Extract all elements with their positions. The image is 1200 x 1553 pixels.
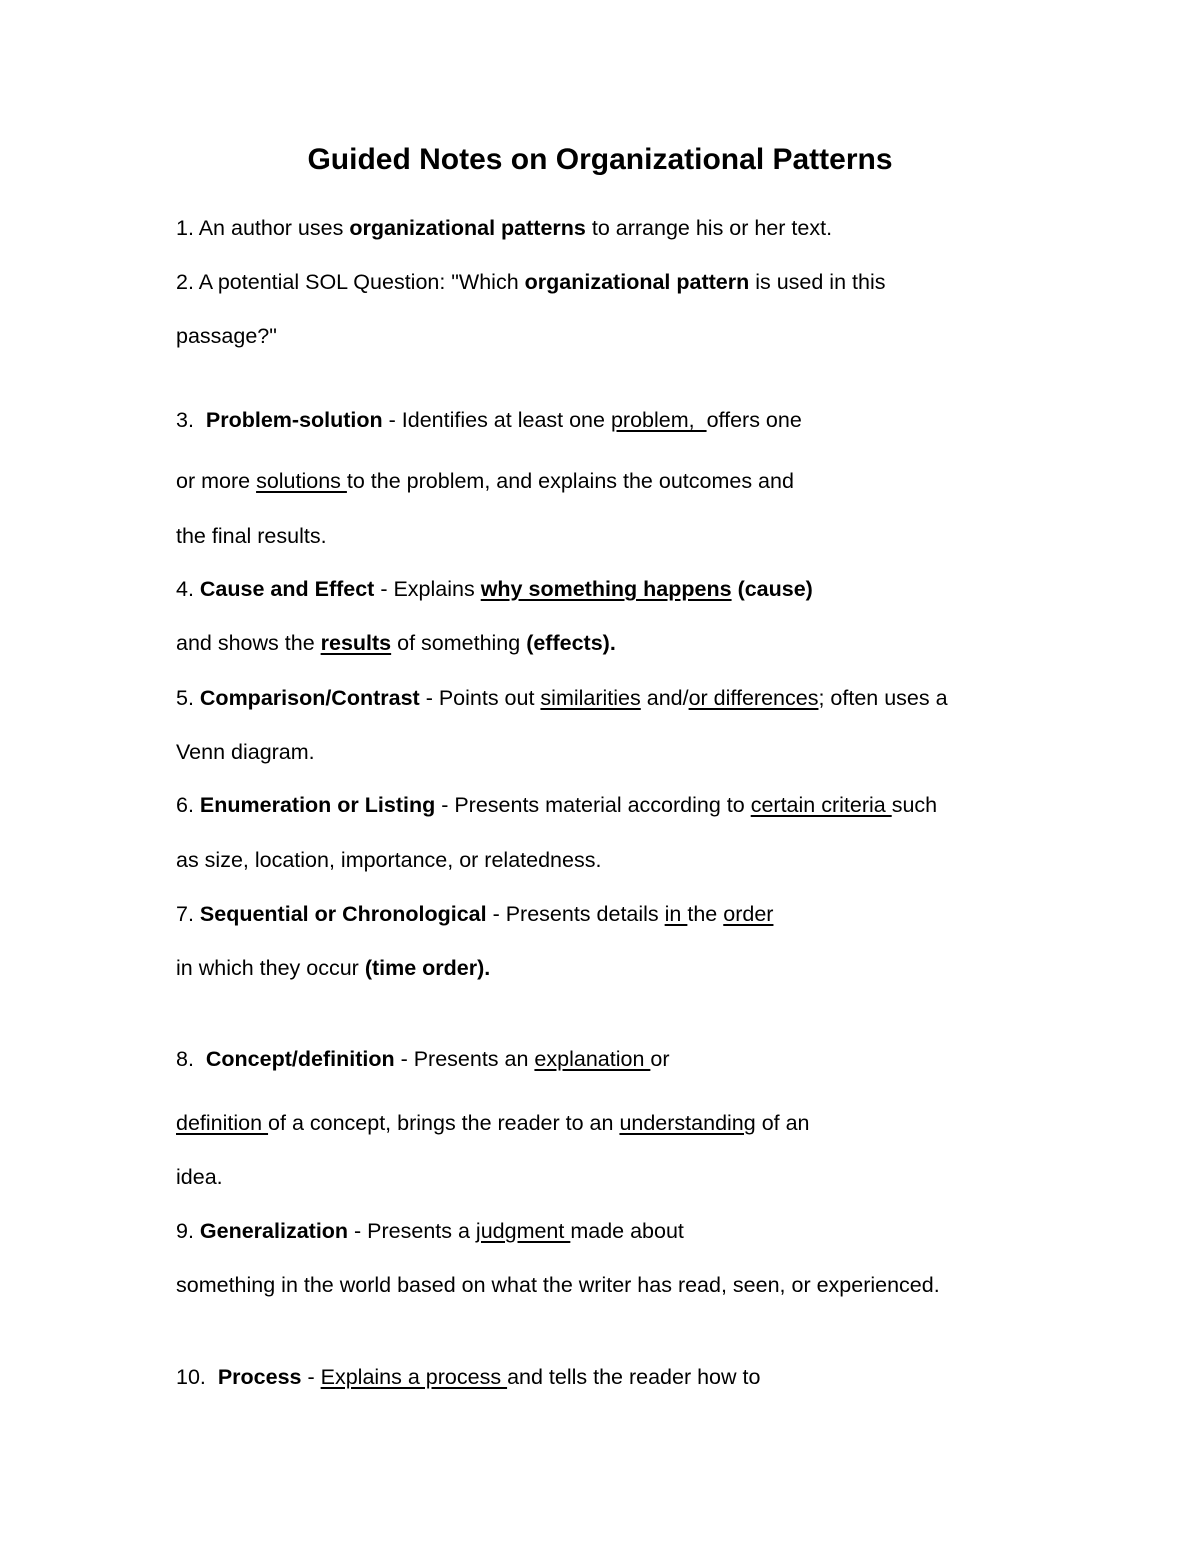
item-number: 8. bbox=[176, 1047, 206, 1071]
text: such bbox=[891, 793, 938, 817]
pattern-term: Concept/definition bbox=[205, 1047, 395, 1071]
pattern-term: Process bbox=[217, 1365, 302, 1389]
text: the bbox=[687, 902, 724, 926]
item-9-line-1 bbox=[176, 1216, 684, 1246]
text: - Presents details bbox=[486, 902, 665, 926]
item-4-line-2 bbox=[176, 628, 616, 658]
underlined-answer: solutions bbox=[256, 469, 347, 493]
underlined-answer: or differences bbox=[688, 686, 819, 710]
underlined-answer: problem, bbox=[610, 408, 707, 432]
item-8-line-2 bbox=[176, 1108, 810, 1138]
item-7-line-1 bbox=[176, 899, 773, 929]
text: and tells the reader how to bbox=[507, 1365, 761, 1389]
item-2-line-1 bbox=[176, 267, 885, 297]
text: - Explains bbox=[374, 577, 481, 601]
underlined-answer: certain criteria bbox=[750, 793, 892, 817]
item-number: 6. bbox=[176, 793, 200, 817]
item-9-line-2: something in the world based on what the writer has read, seen, or experienced. bbox=[176, 1273, 940, 1297]
pattern-term: Sequential or Chronological bbox=[199, 902, 487, 926]
item-1-line bbox=[176, 213, 832, 243]
text: and shows the bbox=[176, 631, 321, 655]
underlined-answer: understanding bbox=[619, 1111, 756, 1135]
item-number: 4. bbox=[176, 577, 200, 601]
item-3-line-1 bbox=[176, 405, 802, 435]
bold-term: organizational pattern bbox=[524, 270, 750, 294]
text: ; often uses a bbox=[818, 686, 948, 710]
item-number: 2. bbox=[176, 270, 199, 294]
page-title: Guided Notes on Organizational Patterns bbox=[307, 143, 893, 176]
item-number: 10. bbox=[176, 1365, 218, 1389]
underlined-answer: in bbox=[664, 902, 688, 926]
text: is used in this bbox=[749, 270, 886, 294]
item-2-line-2: passage?" bbox=[176, 324, 277, 348]
underlined-answer: definition bbox=[176, 1111, 269, 1135]
underlined-answer: judgment bbox=[475, 1219, 571, 1243]
text: - Presents a bbox=[348, 1219, 476, 1243]
underlined-answer: why something happens bbox=[480, 577, 732, 601]
bold-text: (cause) bbox=[737, 577, 813, 601]
text: to the problem, and explains the outcomes and bbox=[346, 469, 794, 493]
item-3-line-3: the final results. bbox=[176, 524, 327, 548]
bold-text: (time order). bbox=[364, 956, 491, 980]
bold-term: organizational patterns bbox=[349, 216, 586, 240]
item-number: 9. bbox=[176, 1219, 200, 1243]
bold-text: (effects). bbox=[526, 631, 616, 655]
item-number: 7. bbox=[176, 902, 200, 926]
text: offers one bbox=[706, 408, 802, 432]
item-5-line-2: Venn diagram. bbox=[176, 740, 315, 764]
item-number: 3. bbox=[176, 408, 206, 432]
text: - Presents material according to bbox=[435, 793, 751, 817]
text: A potential SOL Question: "Which bbox=[198, 270, 525, 294]
text: of a concept, brings the reader to an bbox=[268, 1111, 620, 1135]
item-number: 5. bbox=[176, 686, 200, 710]
underlined-answer: results bbox=[320, 631, 392, 655]
pattern-term: Comparison/Contrast bbox=[199, 686, 420, 710]
item-7-line-2 bbox=[176, 953, 490, 983]
text: in which they occur bbox=[176, 956, 365, 980]
item-6-line-2: as size, location, importance, or relatedness. bbox=[176, 848, 602, 872]
text: or bbox=[650, 1047, 670, 1071]
text: - Identifies at least one bbox=[382, 408, 611, 432]
item-number: 1. bbox=[176, 216, 199, 240]
underlined-answer: Explains a process bbox=[320, 1365, 508, 1389]
item-4-line-1 bbox=[176, 574, 813, 604]
text: or more bbox=[176, 469, 257, 493]
pattern-term: Cause and Effect bbox=[199, 577, 375, 601]
text: and/ bbox=[640, 686, 689, 710]
item-8-line-3: idea. bbox=[176, 1165, 223, 1189]
item-5-line-1 bbox=[176, 683, 948, 713]
text: An author uses bbox=[198, 216, 350, 240]
item-8-line-1 bbox=[176, 1044, 670, 1074]
underlined-answer: order bbox=[723, 902, 774, 926]
text: of something bbox=[391, 631, 527, 655]
underlined-answer: similarities bbox=[540, 686, 641, 710]
text: to arrange his or her text. bbox=[585, 216, 833, 240]
pattern-term: Enumeration or Listing bbox=[199, 793, 436, 817]
item-3-line-2 bbox=[176, 466, 794, 496]
item-6-line-1 bbox=[176, 790, 937, 820]
text: made about bbox=[570, 1219, 684, 1243]
item-10-line-1 bbox=[176, 1362, 760, 1392]
text: - bbox=[301, 1365, 321, 1389]
text: - Points out bbox=[419, 686, 541, 710]
pattern-term: Generalization bbox=[199, 1219, 349, 1243]
text: - Presents an bbox=[394, 1047, 535, 1071]
text: of an bbox=[755, 1111, 810, 1135]
underlined-answer: explanation bbox=[534, 1047, 651, 1071]
pattern-term: Problem-solution bbox=[205, 408, 383, 432]
